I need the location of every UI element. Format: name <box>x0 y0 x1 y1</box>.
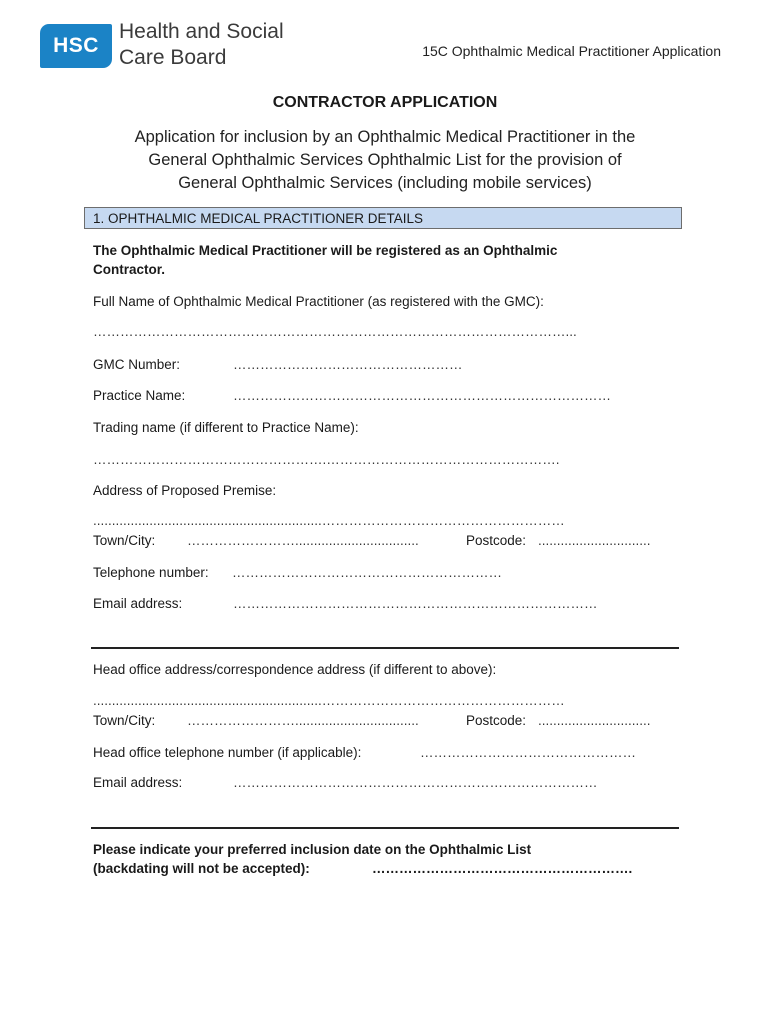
hsc-logo <box>40 24 112 68</box>
logo-line1: Health and Social <box>119 20 284 43</box>
intro-line-1: Application for inclusion by an Ophthalmic Medical Practitioner in the <box>134 128 636 146</box>
divider <box>91 827 679 829</box>
email-label: Email address: <box>93 596 183 611</box>
head-office-email-field[interactable]: ……………………………………………………………………… <box>233 775 598 790</box>
premise-address-label: Address of Proposed Premise: <box>93 483 277 498</box>
town-city-label: Town/City: <box>93 533 156 548</box>
intro-line-3: General Ophthalmic Services (including mobile services) <box>178 174 592 192</box>
trading-name-field[interactable]: …………………………………………….……………………………………………. <box>93 452 560 467</box>
head-office-telephone-field[interactable]: ………………………………………… <box>420 745 636 760</box>
head-office-telephone-label: Head office telephone number (if applicable): <box>93 745 362 760</box>
inclusion-date-field[interactable]: …………………………………………………. <box>372 861 633 876</box>
head-office-postcode-field[interactable]: .............................. <box>538 713 651 728</box>
divider <box>91 647 679 649</box>
telephone-label: Telephone number: <box>93 565 209 580</box>
head-office-town-field[interactable]: ……………………................................. <box>187 713 419 728</box>
intro-line-2: General Ophthalmic Services Ophthalmic List for the provision of <box>148 151 622 169</box>
head-office-town-label: Town/City: <box>93 713 156 728</box>
registration-note-line2: Contractor. <box>93 262 166 277</box>
section-heading: 1. OPHTHALMIC MEDICAL PRACTITIONER DETAILS <box>84 207 682 229</box>
inclusion-date-note-line2: (backdating will not be accepted): <box>93 861 310 876</box>
email-field[interactable]: ……………………………………………………………………… <box>233 596 598 611</box>
form-reference: 15C Ophthalmic Medical Practitioner Application <box>422 43 721 59</box>
full-name-label: Full Name of Ophthalmic Medical Practitioner (as registered with the GMC): <box>93 294 544 309</box>
head-office-address-label: Head office address/correspondence address (if different to above): <box>93 662 497 677</box>
full-name-field[interactable]: ……………………………………………………………………………………………... <box>93 324 577 339</box>
registration-note-line1: The Ophthalmic Medical Practitioner will be registered as an Ophthalmic <box>93 243 558 258</box>
trading-name-label: Trading name (if different to Practice Name): <box>93 420 359 435</box>
inclusion-date-note-line1: Please indicate your preferred inclusion date on the Ophthalmic List <box>93 842 532 857</box>
practice-name-label: Practice Name: <box>93 388 186 403</box>
town-city-field[interactable]: ……………………................................. <box>187 533 419 548</box>
postcode-label: Postcode: <box>466 533 527 548</box>
logo-abbr: HSC <box>53 34 99 57</box>
head-office-email-label: Email address: <box>93 775 183 790</box>
document-title: CONTRACTOR APPLICATION <box>272 94 498 111</box>
gmc-number-label: GMC Number: <box>93 357 181 372</box>
head-office-address-field[interactable]: .............................................................……………………………………………… <box>93 693 565 708</box>
postcode-field[interactable]: .............................. <box>538 533 651 548</box>
premise-address-field[interactable]: .............................................................……………………………………………… <box>93 513 565 528</box>
telephone-field[interactable]: …………………………………………………… <box>232 565 502 580</box>
head-office-postcode-label: Postcode: <box>466 713 527 728</box>
gmc-number-field[interactable]: …………………………………………… <box>233 357 463 372</box>
logo-line2: Care Board <box>119 46 227 69</box>
practice-name-field[interactable]: ………………………………………………………………………… <box>233 388 611 403</box>
